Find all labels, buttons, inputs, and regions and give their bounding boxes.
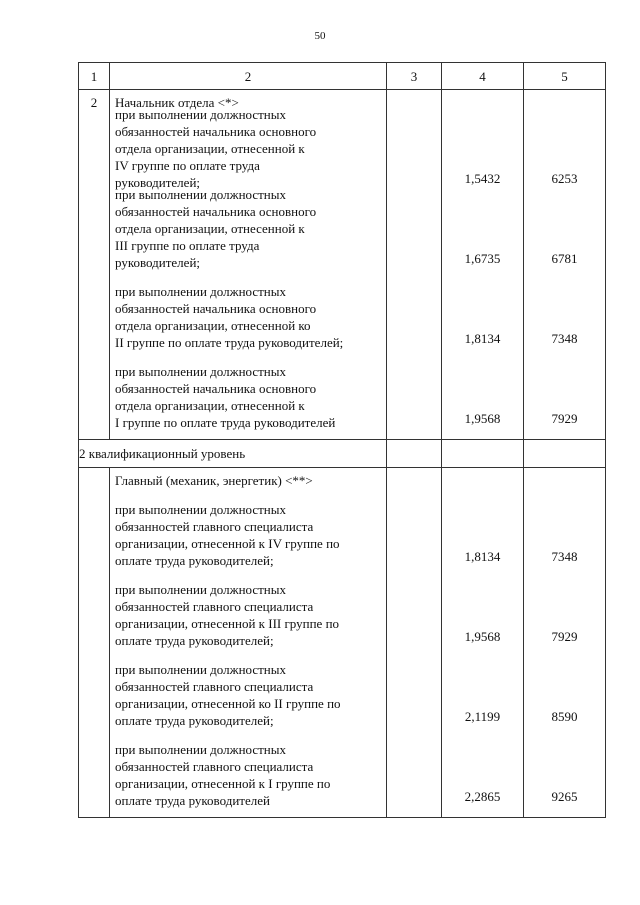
description-line: отдела организации, отнесенной к xyxy=(115,398,305,413)
description-line: отдела организации, отнесенной к xyxy=(115,141,305,156)
coefficient-value: 1,9568 xyxy=(464,629,501,644)
description-line: обязанностей главного специалиста xyxy=(115,519,314,534)
empty-cell xyxy=(79,468,110,818)
coefficient-value: 2,1199 xyxy=(464,709,501,724)
list-item xyxy=(110,657,386,737)
description-line: оплате труда руководителей; xyxy=(115,553,274,568)
description-line: III группе по оплате труда xyxy=(115,238,260,253)
description-line: обязанностей начальника основного xyxy=(115,301,317,316)
salary-value: 6253 xyxy=(551,171,578,186)
position-title: Главный (механик, энергетик) <**> xyxy=(115,473,313,488)
header-cell: 4 xyxy=(442,63,524,90)
salary-value: 7348 xyxy=(551,549,578,564)
empty-cell xyxy=(524,440,606,468)
item-description xyxy=(115,363,382,431)
description-line: при выполнении должностных xyxy=(115,284,286,299)
description-line: при выполнении должностных xyxy=(115,582,286,597)
description-line: IV группе по оплате труда xyxy=(115,158,260,173)
list-item xyxy=(110,737,386,817)
description-line: руководителей; xyxy=(115,255,201,270)
list-item xyxy=(110,279,386,359)
salary-value: 9265 xyxy=(551,789,578,804)
description-line: при выполнении должностных xyxy=(115,742,286,757)
empty-cell xyxy=(387,468,442,818)
description-line: обязанностей главного специалиста xyxy=(115,759,314,774)
table-header-row xyxy=(79,63,606,90)
empty-cell xyxy=(387,90,442,440)
coefficient-value: 1,8134 xyxy=(464,549,501,564)
description-line: оплате труда руководителей; xyxy=(115,633,274,648)
coefficient-cell xyxy=(442,90,524,440)
item-description xyxy=(115,283,382,351)
page-number: 50 xyxy=(314,30,326,42)
description-line: отдела организации, отнесенной ко xyxy=(115,318,311,333)
description-line: при выполнении должностных xyxy=(115,502,286,517)
table-row xyxy=(79,468,606,818)
description-line: обязанностей главного специалиста xyxy=(115,599,314,614)
header-cell: 5 xyxy=(524,63,606,90)
list-item xyxy=(110,497,386,577)
description-line: оплате труда руководителей; xyxy=(115,713,274,728)
description-line: II группе по оплате труда руководителей; xyxy=(115,335,344,350)
description-line: организации, отнесенной к III группе по xyxy=(115,616,340,631)
description-line: обязанностей главного специалиста xyxy=(115,679,314,694)
empty-cell xyxy=(442,440,524,468)
description-line: обязанностей начальника основного xyxy=(115,381,317,396)
description-line: оплате труда руководителей xyxy=(115,793,270,808)
salary-value: 7348 xyxy=(551,331,578,346)
coefficient-value: 1,5432 xyxy=(464,171,501,186)
position-cell xyxy=(110,468,387,818)
item-description xyxy=(115,501,382,569)
section-row xyxy=(79,440,606,468)
description-line: при выполнении должностных xyxy=(115,107,286,122)
item-description xyxy=(115,741,382,809)
salary-value: 8590 xyxy=(551,709,578,724)
table-row xyxy=(79,90,606,440)
description-line: обязанностей начальника основного xyxy=(115,204,317,219)
salary-value: 6781 xyxy=(551,251,578,266)
header-cell: 1 xyxy=(79,63,110,90)
item-description xyxy=(115,581,382,649)
description-line: организации, отнесенной ко II группе по xyxy=(115,696,341,711)
coefficient-cell xyxy=(442,468,524,818)
item-description xyxy=(115,106,382,191)
coefficient-value: 2,2865 xyxy=(464,789,501,804)
coefficient-value: 1,6735 xyxy=(464,251,501,266)
description-line: I группе по оплате труда руководителей xyxy=(115,415,336,430)
description-line: при выполнении должностных xyxy=(115,662,286,677)
salary-value: 7929 xyxy=(551,411,578,426)
salary-cell xyxy=(524,468,606,818)
list-item xyxy=(110,187,386,279)
salary-cell xyxy=(524,90,606,440)
section-label: 2 квалификационный уровень xyxy=(79,440,387,468)
list-item xyxy=(110,577,386,657)
salary-table xyxy=(78,62,606,818)
header-cell: 2 xyxy=(110,63,387,90)
description-line: организации, отнесенной к I группе по xyxy=(115,776,331,791)
empty-cell xyxy=(387,440,442,468)
salary-value: 7929 xyxy=(551,629,578,644)
list-item xyxy=(110,359,386,439)
position-title: Начальник отдела <*> xyxy=(115,95,239,110)
coefficient-value: 1,8134 xyxy=(464,331,501,346)
description-line: организации, отнесенной к IV группе по xyxy=(115,536,340,551)
description-line: руководителей; xyxy=(115,175,201,190)
row-number: 2 xyxy=(79,90,110,440)
header-cell: 3 xyxy=(387,63,442,90)
position-cell xyxy=(110,90,387,440)
description-line: при выполнении должностных xyxy=(115,187,286,202)
description-line: отдела организации, отнесенной к xyxy=(115,221,305,236)
description-line: при выполнении должностных xyxy=(115,364,286,379)
description-line: обязанностей начальника основного xyxy=(115,124,317,139)
item-description xyxy=(115,186,382,271)
coefficient-value: 1,9568 xyxy=(464,411,501,426)
item-description xyxy=(115,661,382,729)
